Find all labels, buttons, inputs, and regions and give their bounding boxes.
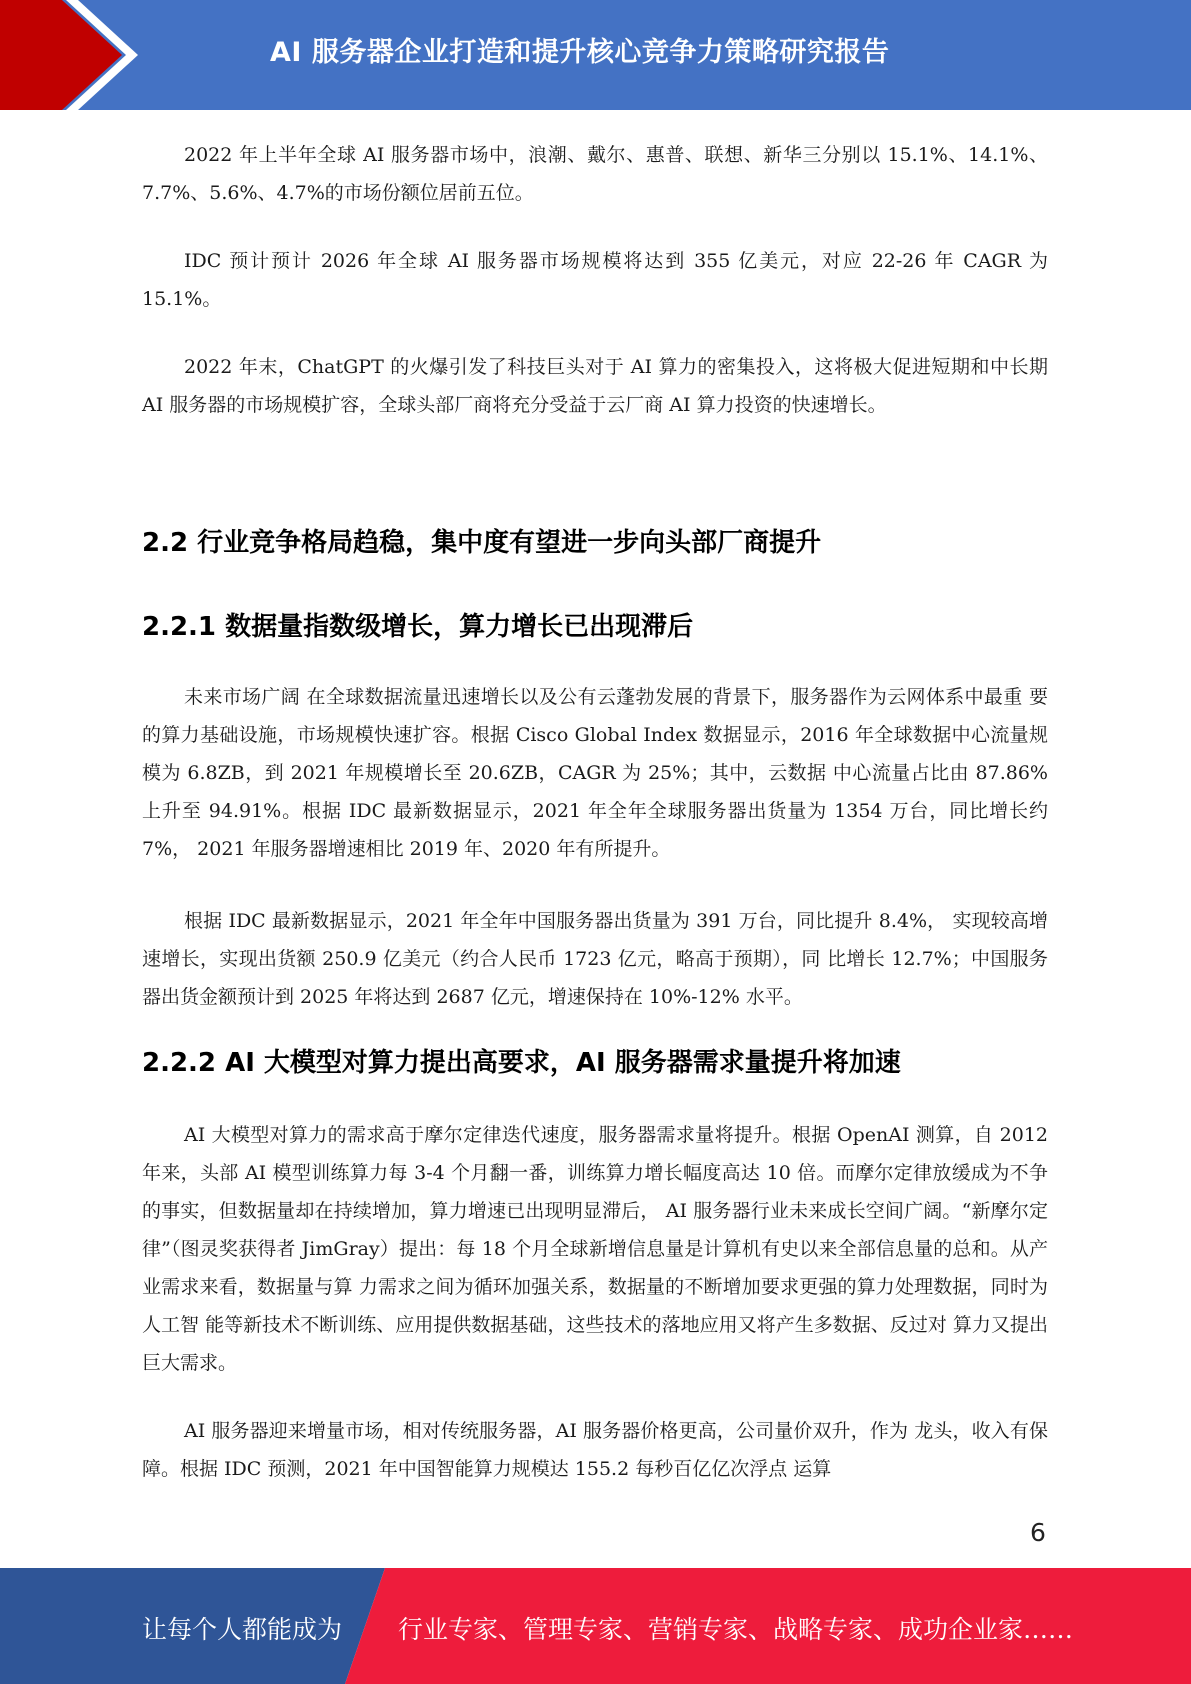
- paragraph-ai-server-market: AI 服务器迎来增量市场，相对传统服务器，AI 服务器价格更高，公司量价双升，作为 龙头，收入有保障。根据 IDC 预测，2021 年中国智能算力规模达 155.2 每秒百亿亿次浮点 运算: [142, 1420, 1048, 1480]
- paragraph-chatgpt: 2022 年末，ChatGPT 的火爆引发了科技巨头对于 AI 算力的密集投入，这将极大促进短期和中长期 AI 服务器的市场规模扩容，全球头部厂商将充分受益于云厂商 AI 算力投资的快速增长。: [142, 356, 1048, 416]
- page-footer: [0, 1568, 1191, 1684]
- paragraph-data-traffic: 未来市场广阔 在全球数据流量迅速增长以及公有云蓬勃发展的背景下，服务器作为云网体系中最重 要的算力基础设施，市场规模快速扩容。根据 Cisco Global Index 数据显示，2016 年全球数据中心流量规模为 6.8ZB，到 2021 年规模增长至 20.6ZB，CAGR 为 25%；其中，云数据 中心流量占比由 87.86%上升至 94.91%。根据 IDC 最新数据显示，2021 年全年全球服务器出货量为 1354 万台，同比增长约 7%， 2021 年服务器增速相比 2019 年、2020 年有所提升。: [142, 686, 1048, 860]
- section-heading-2-2-1: 2.2.1 数据量指数级增长，算力增长已出现滞后: [142, 612, 694, 642]
- page-header: [0, 0, 1191, 110]
- footer-slogan-left: 让每个人都能成为: [142, 1615, 343, 1644]
- paragraph-idc-forecast: IDC 预计预计 2026 年全球 AI 服务器市场规模将达到 355 亿美元，对应 22-26 年 CAGR 为 15.1%。: [142, 250, 1048, 310]
- section-heading-2-2: 2.2 行业竞争格局趋稳，集中度有望进一步向头部厂商提升: [142, 528, 822, 558]
- paragraph-china-servers: 根据 IDC 最新数据显示，2021 年全年中国服务器出货量为 391 万台，同比提升 8.4%， 实现较高增速增长，实现出货额 250.9 亿美元（约合人民币 1723 亿元，略高于预期），同 比增长 12.7%；中国服务器出货金额预计到 2025 年将达到 2687 亿元，增速保持在 10%-12% 水平。: [142, 910, 1048, 1008]
- paragraph-market-share: 2022 年上半年全球 AI 服务器市场中，浪潮、戴尔、惠普、联想、新华三分别以 15.1%、14.1%、7.7%、5.6%、4.7%的市场份额位居前五位。: [142, 144, 1048, 204]
- chevron-arrow-icon: [0, 0, 160, 110]
- report-title: AI 服务器企业打造和提升核心竞争力策略研究报告: [270, 37, 890, 68]
- section-heading-2-2-2: 2.2.2 AI 大模型对算力提出高要求，AI 服务器需求量提升将加速: [142, 1048, 901, 1078]
- footer-slogan-right: 行业专家、管理专家、营销专家、战略专家、成功企业家……: [398, 1615, 1074, 1644]
- paragraph-ai-model-demand: AI 大模型对算力的需求高于摩尔定律迭代速度，服务器需求量将提升。根据 OpenAI 测算，自 2012 年来，头部 AI 模型训练算力每 3-4 个月翻一番，训练算力增长幅度高达 10 倍。而摩尔定律放缓成为不争的事实，但数据量却在持续增加，算力增速已出现明显滞后， AI 服务器行业未来成长空间广阔。“新摩尔定律”（图灵奖获得者 JimGray）提出：每 18 个月全球新增信息量是计算机有史以来全部信息量的总和。从产业需求来看，数据量与算 力需求之间为循环加强关系，数据量的不断增加要求更强的算力处理数据，同时为人工智 能等新技术不断训练、应用提供数据基础，这些技术的落地应用又将产生多数据、反过对 算力又提出巨大需求。: [142, 1124, 1048, 1374]
- page-number: 6: [1030, 1518, 1046, 1547]
